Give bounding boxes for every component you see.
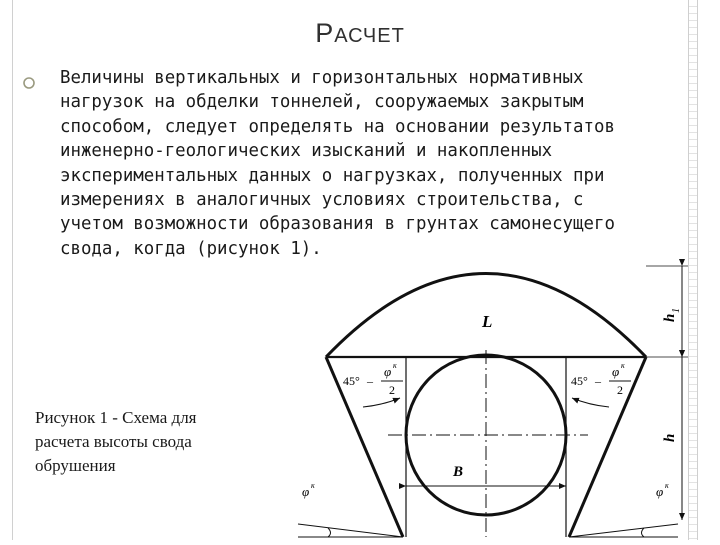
right-phi-label [656,481,669,499]
body-line: измерениях в аналогичных условиях строительства, с [60,190,584,211]
body-paragraph [60,66,692,261]
width-label: B [453,464,464,480]
svg-text:к: к [621,361,625,370]
body-line: инженерно-геологических изысканий и накопленных [60,141,553,162]
caption-line: обрушения [35,456,116,475]
body-line: нагрузок на обделки тоннелей, сооружаемых закрытым [60,92,584,113]
caption-line: расчета высоты свода [35,432,192,451]
body-line: Величины вертикальных и горизонтальных нормативных [60,68,584,88]
left-angle-arc [363,398,400,407]
svg-text:2: 2 [389,383,395,397]
body-line: способом, следует определять на основании результатов [60,116,615,137]
svg-text:к: к [393,361,397,370]
slide-title: РАСЧЕТ [315,18,405,48]
svg-text:φ: φ [302,484,310,499]
right-angle-arc [572,398,609,407]
body-line: учетом возможности образования в грунтах самонесущего [60,214,615,235]
svg-text:45°: 45° [571,374,588,388]
body-line: свода, когда (рисунок 1). [60,238,322,259]
tunnel-height-label: h [662,433,678,442]
svg-text:45°: 45° [343,374,360,388]
svg-text:–: – [367,374,373,388]
figure-caption [35,406,275,478]
left-phi-label [302,481,315,499]
svg-text:2: 2 [617,383,623,397]
collapse-arch-diagram [288,250,688,545]
svg-text:φ: φ [612,364,620,379]
right-angle-formula [571,361,631,397]
svg-text:к: к [311,481,315,490]
right-phi-arc [642,528,645,537]
body-line: экспериментальных данных о нагрузках, полученных при [60,165,605,186]
caption-line: Рисунок 1 - Схема для [35,408,197,427]
left-phi-arc [328,528,331,537]
hollow-circle-bullet-icon [22,76,36,90]
svg-text:φ: φ [656,484,664,499]
svg-text:φ: φ [384,364,392,379]
svg-text:к: к [665,481,669,490]
slide-frame-left [12,0,13,540]
span-label: L [482,312,493,331]
left-angle-formula [343,361,403,397]
arch-height-label: h [662,313,678,322]
svg-text:1: 1 [671,308,682,313]
svg-text:–: – [595,374,601,388]
